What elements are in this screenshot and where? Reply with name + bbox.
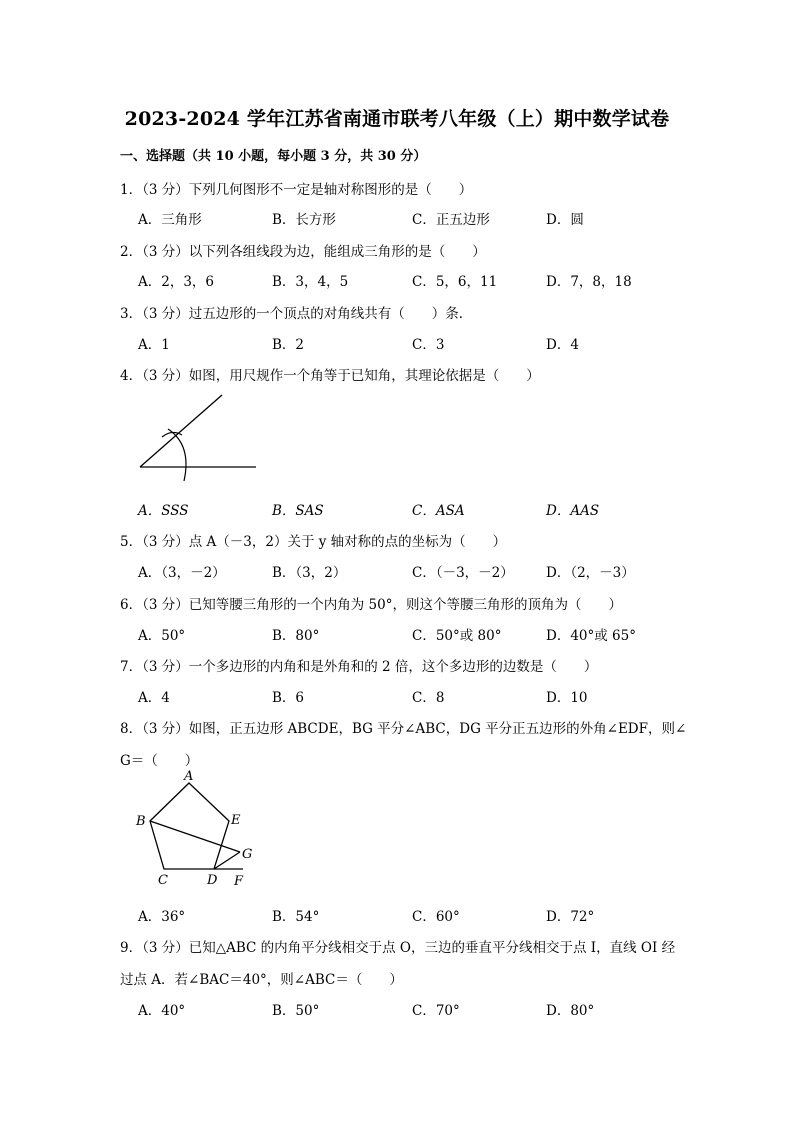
label-b: B [136, 814, 146, 829]
option-c[interactable]: C．8 [412, 690, 445, 706]
option-d[interactable]: D．（2，－3） [546, 565, 635, 581]
question-9-line-2: 过点 A．若∠BAC＝40°，则∠ABC＝（ ） [120, 972, 403, 988]
option-b[interactable]: B．80° [272, 628, 320, 644]
option-b[interactable]: B．（3，2） [272, 565, 347, 581]
option-d[interactable]: D．AAS [546, 503, 600, 519]
question-8: 8．（3 分）如图，正五边形 ABCDE，BG 平分∠ABC，DG 平分正五边形的外角∠EDF，则∠ [120, 721, 687, 737]
options-8 [0, 905, 794, 923]
question-7: 7．（3 分）一个多边形的内角和是外角和的 2 倍，这个多边形的边数是（ ） [120, 659, 598, 675]
bisector-bg [150, 821, 240, 852]
option-b[interactable]: B．SAS [272, 503, 324, 519]
pentagon-figure [130, 769, 260, 890]
options-3 [0, 333, 794, 351]
option-d[interactable]: D．40°或 65° [546, 628, 636, 644]
options-5 [0, 561, 794, 579]
options-9 [0, 999, 794, 1017]
option-d[interactable]: D．4 [546, 337, 579, 353]
option-a[interactable]: A．1 [138, 337, 170, 353]
option-a[interactable]: A．36° [138, 909, 186, 925]
option-c[interactable]: C．（－3，－2） [412, 565, 514, 581]
question-2: 2．（3 分）以下列各组线段为边，能组成三角形的是（ ） [120, 244, 486, 260]
option-a[interactable]: A．40° [138, 1003, 186, 1019]
option-c[interactable]: C．5，6，11 [412, 274, 498, 290]
construction-arc [168, 429, 186, 481]
option-b[interactable]: B．50° [272, 1003, 320, 1019]
label-a: A [184, 769, 194, 784]
page-title: 2023-2024 学年江苏省南通市联考八年级（上）期中数学试卷 [124, 108, 670, 130]
angle-construction-figure [138, 395, 258, 485]
label-e: E [231, 813, 241, 828]
label-c: C [158, 873, 168, 888]
options-2 [0, 270, 794, 288]
option-d[interactable]: D．10 [546, 690, 588, 706]
question-9: 9．（3 分）已知△ABC 的内角平分线相交于点 O，三边的垂直平分线相交于点 I，直线 OI 经 [120, 940, 676, 956]
option-b[interactable]: B．6 [272, 690, 305, 706]
question-6: 6．（3 分）已知等腰三角形的一个内角为 50°，则这个等腰三角形的顶角为（ ） [120, 597, 622, 613]
option-b[interactable]: B．54° [272, 909, 320, 925]
option-c[interactable]: C．正五边形 [412, 212, 490, 228]
construction-arc-small [162, 432, 182, 437]
label-d: D [207, 873, 218, 888]
option-b[interactable]: B．长方形 [272, 212, 336, 228]
options-1 [0, 208, 794, 226]
section-heading: 一、选择题（共 10 小题，每小题 3 分，共 30 分） [120, 149, 427, 164]
option-a[interactable]: A．2，3，6 [138, 274, 215, 290]
options-4 [0, 499, 794, 517]
question-3: 3．（3 分）过五边形的一个顶点的对角线共有（ ）条． [120, 306, 473, 322]
question-1: 1．（3 分）下列几何图形不一定是轴对称图形的是（ ） [120, 182, 473, 198]
option-d[interactable]: D．80° [546, 1003, 595, 1019]
option-a[interactable]: A．（3，－2） [138, 565, 226, 581]
option-c[interactable]: C．70° [412, 1003, 460, 1019]
ray-slant [140, 395, 222, 467]
option-a[interactable]: A．SSS [138, 503, 189, 519]
label-g: G [242, 847, 253, 862]
option-b[interactable]: B．2 [272, 337, 305, 353]
question-5: 5．（3 分）点 A（－3，2）关于 y 轴对称的点的坐标为（ ） [120, 534, 507, 550]
option-c[interactable]: C．3 [412, 337, 445, 353]
options-6 [0, 624, 794, 642]
option-a[interactable]: A．50° [138, 628, 186, 644]
option-a[interactable]: A．三角形 [138, 212, 202, 228]
options-7 [0, 686, 794, 704]
pentagon-abcde [150, 783, 229, 869]
option-c[interactable]: C．50°或 80° [412, 628, 502, 644]
label-f: F [234, 874, 244, 889]
option-b[interactable]: B．3，4，5 [272, 274, 349, 290]
question-4: 4．（3 分）如图，用尺规作一个角等于已知角，其理论依据是（ ） [120, 368, 540, 384]
question-8-line-2: G＝（ ） [120, 753, 199, 769]
option-c[interactable]: C．60° [412, 909, 460, 925]
option-d[interactable]: D．圆 [546, 212, 584, 228]
option-c[interactable]: C．ASA [412, 503, 465, 519]
option-d[interactable]: D．72° [546, 909, 595, 925]
option-a[interactable]: A．4 [138, 690, 170, 706]
option-d[interactable]: D．7，8，18 [546, 274, 632, 290]
